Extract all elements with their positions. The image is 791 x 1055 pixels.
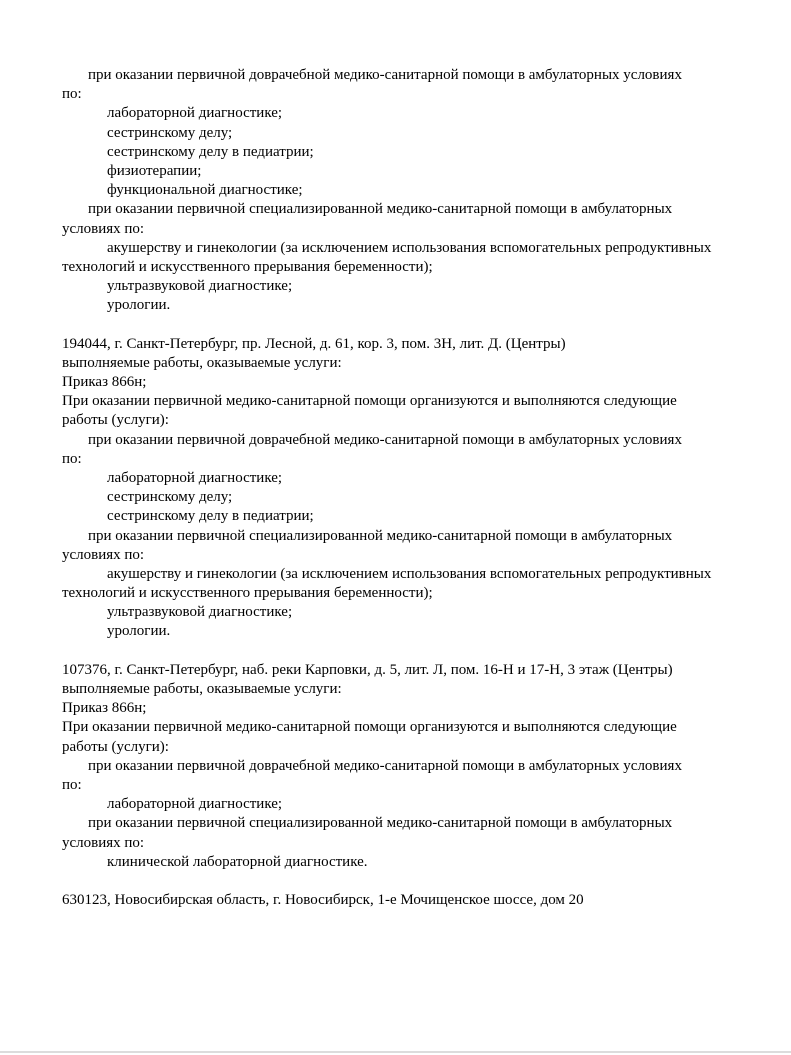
blank-line	[62, 872, 772, 891]
blank-line	[62, 642, 772, 661]
document-line: сестринскому делу;	[107, 489, 233, 506]
document-line: сестринскому делу в педиатрии;	[107, 143, 314, 160]
document-line: лабораторной диагностике;	[107, 796, 283, 813]
document-line: при оказании первичной доврачебной медико-санитарной помощи в амбулаторных условиях	[88, 67, 682, 83]
document-line: при оказании первичной доврачебной медико-санитарной помощи в амбулаторных условиях	[88, 431, 682, 448]
document-line: по:	[62, 450, 82, 467]
bottom-divider	[0, 1051, 791, 1053]
document-line: Приказ 866н;	[62, 700, 147, 717]
document-line: при оказании первичной специализированной медико-санитарной помощи в амбулаторных	[88, 527, 673, 544]
document-line: лабораторной диагностике;	[107, 105, 283, 122]
document-line: выполняемые работы, оказываемые услуги:	[62, 681, 342, 697]
document-line: 194044, г. Санкт-Петербург, пр. Лесной, д. 61, кор. 3, пом. 3Н, лит. Д. (Центры)	[62, 335, 566, 352]
document-line: технологий и искусственного прерывания беременности);	[62, 585, 433, 602]
document-body	[62, 66, 772, 910]
document-line: при оказании первичной доврачебной медико-санитарной помощи в амбулаторных условиях	[88, 757, 682, 774]
document-line: технологий и искусственного прерывания беременности);	[62, 258, 433, 275]
document-line: условиях по:	[62, 220, 145, 237]
document-line: урологии.	[107, 297, 171, 314]
document-line: урологии.	[107, 623, 171, 640]
document-line: 630123, Новосибирская область, г. Новосибирск, 1-е Мочищенское шоссе, дом 20	[62, 892, 584, 909]
document-line: 107376, г. Санкт-Петербург, наб. реки Карповки, д. 5, лит. Л, пом. 16-Н и 17-Н, 3 этаж (Центры)	[62, 661, 673, 678]
blank-line	[62, 315, 772, 334]
document-line: работы (услуги):	[62, 412, 169, 429]
document-line: клинической лабораторной диагностике.	[107, 853, 368, 870]
document-line: При оказании первичной медико-санитарной помощи организуются и выполняются следующие	[62, 393, 677, 410]
document-line: акушерству и гинекологии (за исключением использования вспомогательных репродуктивных	[107, 239, 712, 256]
document-line: сестринскому делу;	[107, 124, 233, 141]
document-line: ультразвуковой диагностике;	[107, 278, 293, 295]
document-line: при оказании первичной специализированной медико-санитарной помощи в амбулаторных	[88, 815, 673, 832]
document-line: При оказании первичной медико-санитарной помощи организуются и выполняются следующие	[62, 719, 677, 736]
document-line: условиях по:	[62, 834, 145, 851]
document-line: условиях по:	[62, 546, 145, 563]
document-line: выполняемые работы, оказываемые услуги:	[62, 354, 342, 371]
document-line: по:	[62, 776, 82, 793]
document-line: Приказ 866н;	[62, 374, 147, 390]
document-line: по:	[62, 86, 82, 103]
document-line: акушерству и гинекологии (за исключением использования вспомогательных репродуктивных	[107, 565, 712, 582]
document-line: функциональной диагностике;	[107, 182, 303, 199]
document-line: ультразвуковой диагностике;	[107, 604, 293, 621]
document-line: лабораторной диагностике;	[107, 469, 283, 486]
document-line: при оказании первичной специализированной медико-санитарной помощи в амбулаторных	[88, 201, 673, 218]
document-line: работы (услуги):	[62, 738, 169, 755]
document-line: сестринскому делу в педиатрии;	[107, 508, 314, 525]
document-line: физиотерапии;	[107, 162, 202, 179]
